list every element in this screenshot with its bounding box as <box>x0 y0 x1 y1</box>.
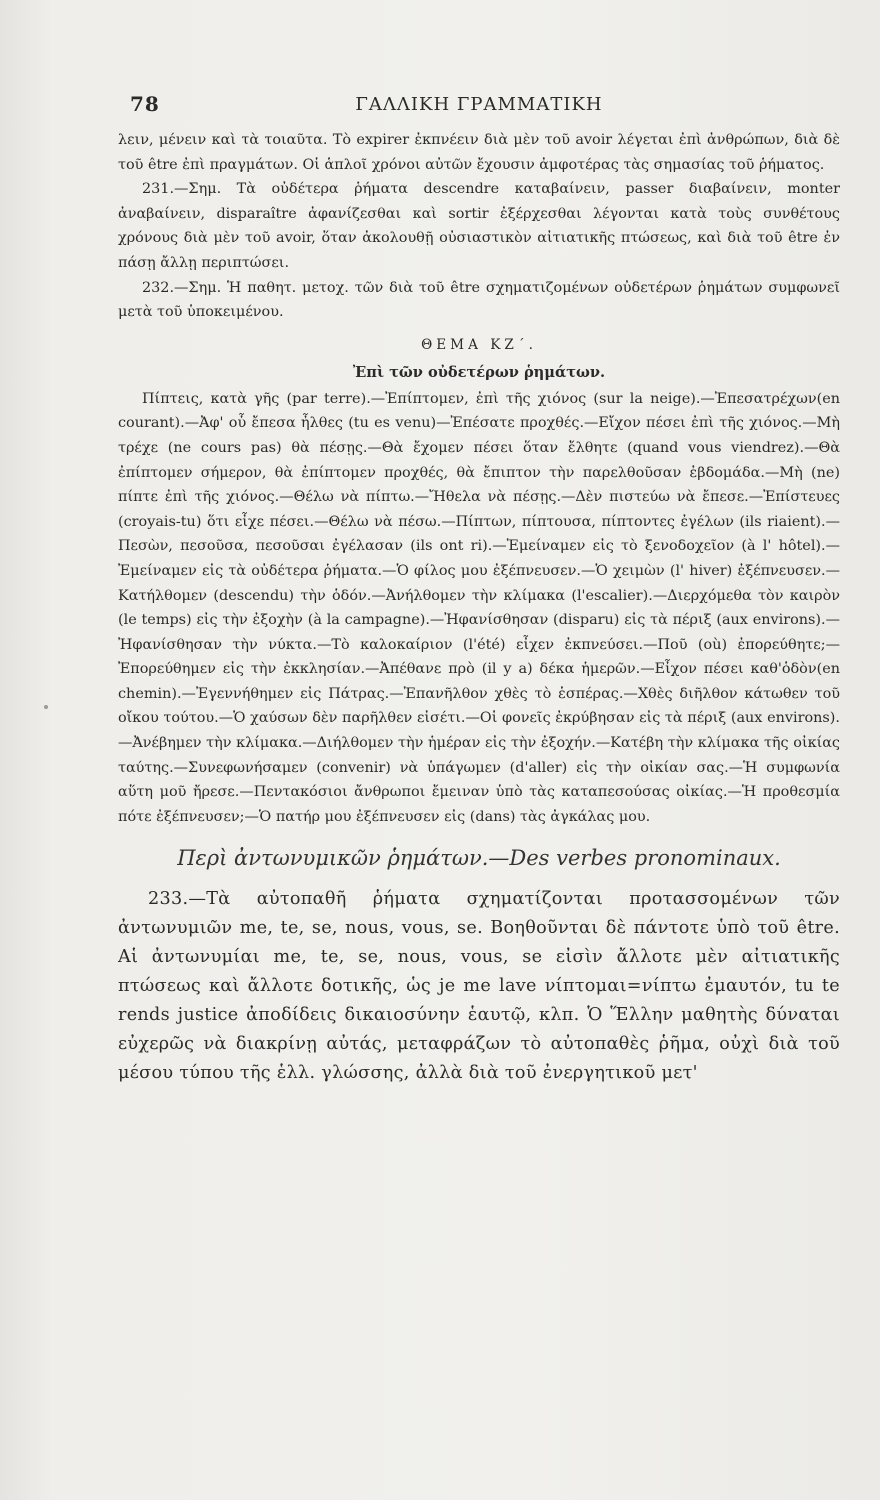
lower-text-block <box>118 885 840 1088</box>
page-number: 78 <box>130 92 160 116</box>
page-header <box>118 92 840 124</box>
theme-subtitle: Ἐπὶ τῶν οὐδετέρων ῥημάτων. <box>352 363 606 381</box>
paragraph-233: 233.—Τὰ αὐτοπαθῆ ῥήματα σχηματίζονται προτασσομένων τῶν ἀντωνυμιῶν me, te, se, nous, vous, se. Βοηθοῦνται δὲ πάντοτε ὑπὸ τοῦ être. Αἱ ἀντωνυμίαι me, te, se, nous, vous, se εἰσὶν ἄλλοτε μὲν αἰτιατικῆς πτώσεως καὶ ἄλλοτε δοτικῆς, ὡς je me lave νίπτομαι=νίπτω ἐμαυτόν, tu te rends justice ἀποδίδεις δικαιοσύνην ἑαυτῷ, κλπ. Ὁ Ἕλλην μαθητὴς δύναται εὐχερῶς νὰ διακρίνῃ αὐτάς, μεταφράζων τὸ αὐτοπαθὲς ῥῆμα, οὐχὶ διὰ τοῦ μέσου τύπου τῆς ἑλλ. γλώσσης, ἀλλὰ διὰ τοῦ ἐνεργητικοῦ μετ' <box>118 889 840 1084</box>
paragraph-232: 232.—Σημ. Ἡ παθητ. μετοχ. τῶν διὰ τοῦ être σχηματιζομένων οὐδετέρων ῥημάτων συμφωνεῖ μετὰ τοῦ ὑποκειμένου. <box>118 279 840 321</box>
intro-paragraph: λειν, μένειν καὶ τὰ τοιαῦτα. Τὸ expirer ἐκπνέειν διὰ μὲν τοῦ avoir λέγεται ἐπὶ ἀνθρώπων, διὰ δὲ τοῦ être ἐπὶ πραγμάτων. Οἱ ἁπλοῖ χρόνοι αὐτῶν ἔχουσιν ἀμφοτέρας τὰς σημασίας τοῦ ῥήματος. <box>118 132 840 173</box>
upper-text-block <box>118 128 840 829</box>
running-title: ΓΑΛΛΙΚΗ ΓΡΑΜΜΑΤΙΚΗ <box>355 94 603 115</box>
paragraph-231: 231.—Σημ. Τὰ οὐδέτερα ῥήματα descendre καταβαίνειν, passer διαβαίνειν, monter ἀναβαίνειν, disparaître ἀφανίζεσθαι καὶ sortir ἐξέρχεσθαι λέγονται κατὰ τοὺς συνθέτους χρόνους διὰ μὲν τοῦ avoir, ὅταν ἀκολουθῇ οὐσιαστικὸν αἰτιατικῆς πτώσεως, καὶ διὰ τοῦ être ἐν πάσῃ ἄλλῃ περιπτώσει. <box>118 181 840 271</box>
page-body <box>118 128 840 1088</box>
theme-title: ΘΕΜΑ ΚΖ΄. <box>421 336 537 353</box>
exercise-text: Πίπτεις, κατὰ γῆς (par terre).—Ἐπίπτομεν, ἐπὶ τῆς χιόνος (sur la neige).—Ἐπεσατρέχων(en courant).—Ἀφ' οὗ ἔπεσα ἦλθες (tu es venu)—Ἐπέσατε προχθές.—Εἴχον πέσει ἐπὶ τῆς χιόνος.—Μὴ τρέχε (ne cours pas) θὰ πέσῃς.—Θὰ ἔχομεν πέσει ὅταν ἔλθητε (quand vous viendrez).—Θὰ ἐπίπτομεν σήμερον, θὰ ἐπίπτομεν προχθές, θὰ ἔπιπτον τὴν παρελθοῦσαν ἑβδομάδα.—Μὴ (ne) πίπτε ἐπὶ τῆς χιόνος.—Θέλω νὰ πίπτω.—Ἤθελα νὰ πέσῃς.—Δὲν πιστεύω νὰ ἔπεσε.—Ἐπίστευες (croyais-tu) ὅτι εἶχε πέσει.—Θέλω νὰ πέσω.—Πίπτων, πίπτουσα, πίπτοντες ἐγέλων (ils riaient).—Πεσὼν, πεσοῦσα, πεσοῦσαι ἐγέλασαν (ils ont ri).—Ἐμείναμεν εἰς τὸ ξενοδοχεῖον (à l' hôtel).—Ἐμείναμεν εἰς τὰ οὐδέτερα ῥήματα.—Ὁ φίλος μου ἐξέπνευσεν.—Ὁ χειμὼν (l' hiver) ἐξέπνευσεν.—Κατήλθομεν (descendu) τὴν ὁδόν.—Ἀνήλθομεν τὴν κλίμακα (l'escalier).—Διερχόμεθα τὸν καιρὸν (le temps) εἰς τὴν ἐξοχὴν (à la campagne).—Ἠφανίσθησαν (disparu) εἰς τὰ πέριξ (aux environs).—Ἠφανίσθησαν τὴν νύκτα.—Τὸ καλοκαίριον (l'été) εἶχεν ἐκπνεύσει.—Ποῦ (où) ἐπορεύθητε;—Ἐπορεύθημεν εἰς τὴν ἐκκλησίαν.—Ἀπέθανε πρὸ (il y a) δέκα ἡμερῶν.—Εἶχον πέσει καθ'ὁδὸν(en chemin).—Ἐγεννήθημεν εἰς Πάτρας.—Ἐπανῆλθον χθὲς τὸ ἑσπέρας.—Χθὲς διῆλθον κάτωθεν τοῦ οἴκου τούτου.—Ὁ χαύσων δὲν παρῆλθεν εἰσέτι.—Οἱ φονεῖς ἐκρύβησαν εἰς τὰ πέριξ (aux environs).—Ἀνέβημεν τὴν κλίμακα.—Διήλθομεν τὴν ἡμέραν εἰς τὴν ἐξοχήν.—Κατέβη τὴν κλίμακα τῆς οἰκίας ταύτης.—Συνεφωνήσαμεν (convenir) νὰ ὑπάγωμεν (d'aller) εἰς τὴν οἰκίαν σας.—Ἡ συμφωνία αὕτη μοῦ ἤρεσε.—Πεντακόσιοι ἄνθρωποι ἔμειναν ὑπὸ τὰς καταπεσούσας οἰκίας.—Ἡ προθεσμία πότε ἐξέπνευσεν;—Ὁ πατήρ μου ἐξέπνευσεν εἰς (dans) τὰς ἀγκάλας μου. <box>118 390 840 825</box>
section-heading: Περὶ ἀντωνυμικῶν ῥημάτων.—Des verbes pronominaux. <box>177 846 781 871</box>
margin-speck <box>44 705 48 709</box>
